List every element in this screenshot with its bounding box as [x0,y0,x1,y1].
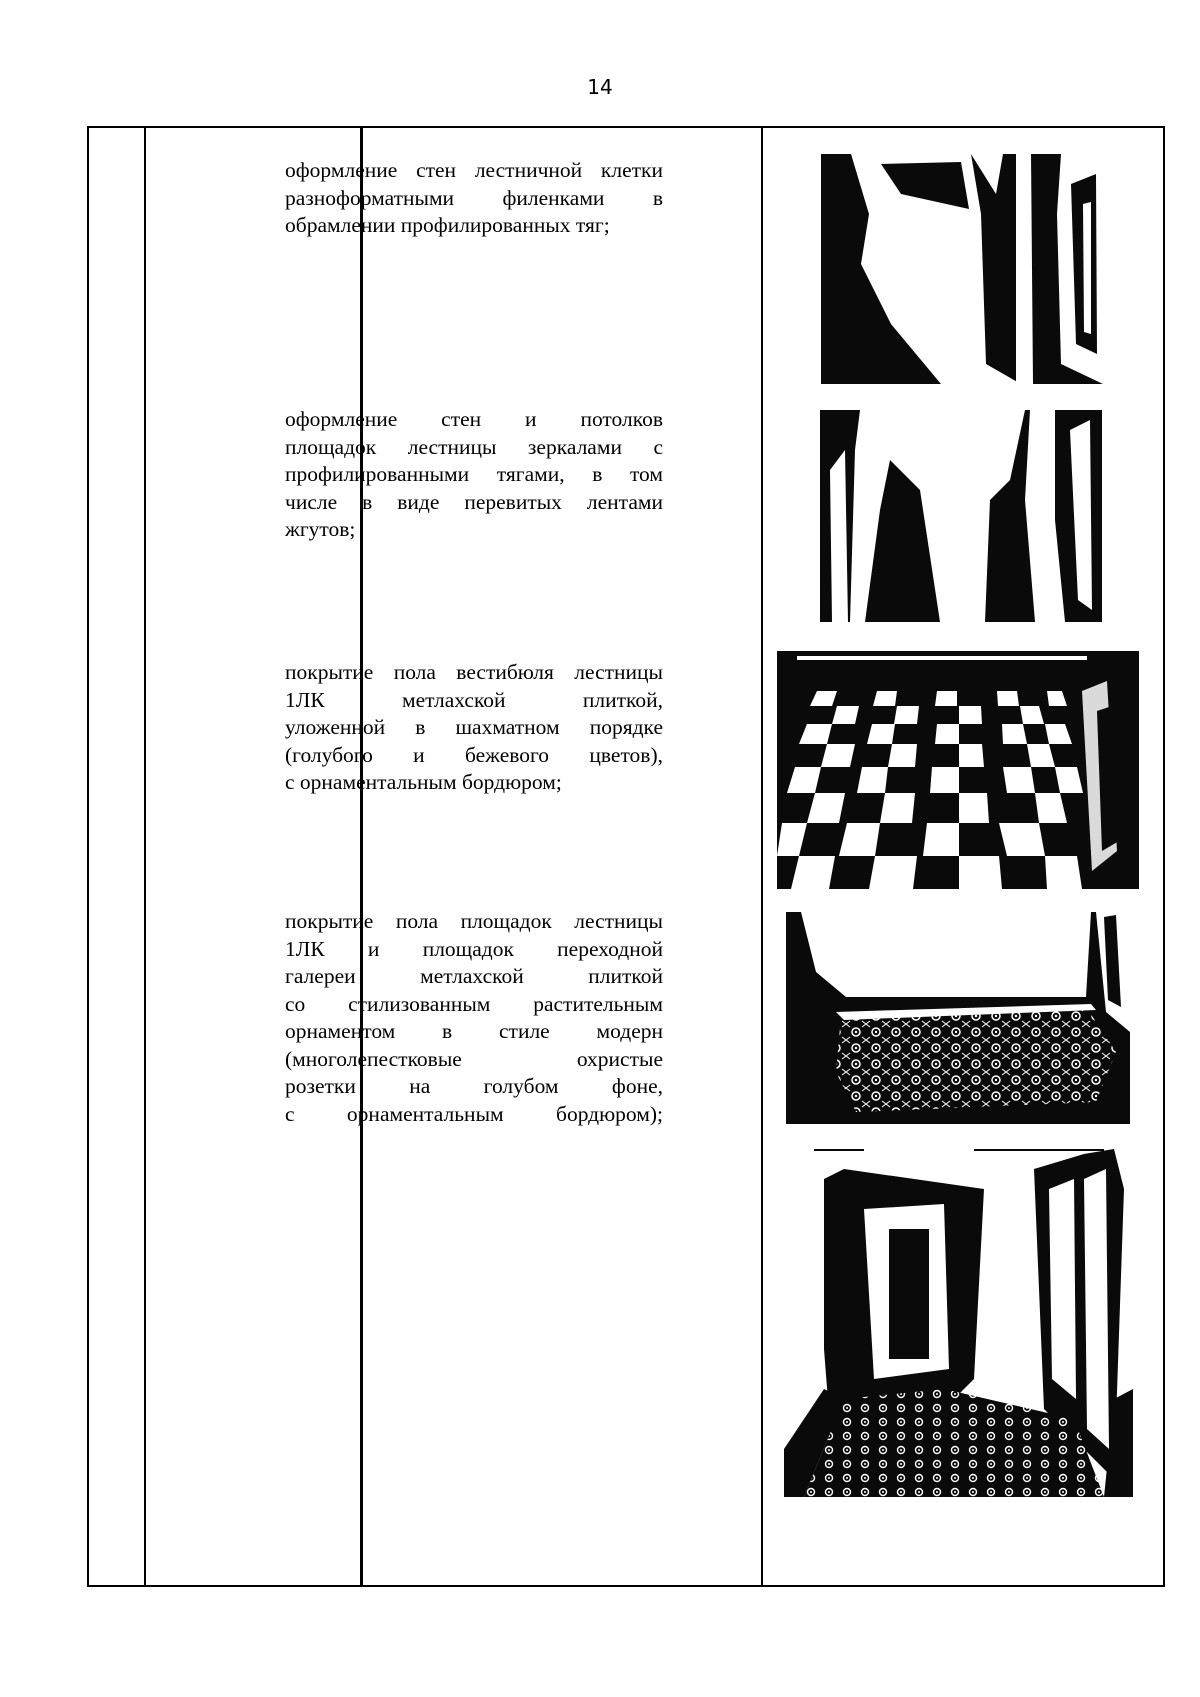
description-row-4 [285,908,663,1128]
text-line: числе в виде перевитых лентами [285,489,663,514]
text-line: покрытие пола вестибюля лестницы [285,660,663,684]
text-line: с орнаментальным бордюром; [285,770,562,794]
photo-checkered-floor [777,651,1139,889]
text-line: оформление стен лестничной клетки [285,158,663,182]
text-line: с орнаментальным бордюром); [285,1101,663,1126]
text-line: жгутов; [285,517,356,541]
text-line: покрытие пола площадок лестницы [285,909,663,933]
column-divider [761,128,763,1585]
text-line: 1ЛК и площадок переходной [285,936,663,961]
text-line: (голубого и бежевого цветов), [285,742,663,767]
text-line: со стилизованным растительным [285,991,663,1016]
photo-staircase-wall-panels [821,154,1103,384]
text-line: оформление стен и потолков [285,407,663,431]
photo-ceiling-mirrors [820,410,1102,622]
text-line: площадок лестницы зеркалами с [285,434,663,459]
text-line: (многолепестковые охристые [285,1046,663,1071]
text-line: профилированными тягами, в том [285,462,663,486]
column-divider [360,128,363,1585]
text-line: розетки на голубом фоне, [285,1074,663,1098]
text-line: уложенной в шахматном порядке [285,715,663,739]
description-row-1 [285,157,663,240]
text-line: 1ЛК метлахской плиткой, [285,687,663,712]
photo-landing-floor [786,912,1130,1124]
text-line: обрамлении профилированных тяг; [285,213,610,237]
page-number: 14 [587,75,613,99]
description-row-3 [285,659,663,797]
photo-gallery-corridor [784,1149,1133,1497]
text-line: разноформатными филенками в [285,185,663,210]
text-line: галереи метлахской плиткой [285,964,663,988]
description-row-2 [285,406,663,544]
column-divider [144,128,146,1585]
text-line: орнаментом в стиле модерн [285,1019,663,1043]
